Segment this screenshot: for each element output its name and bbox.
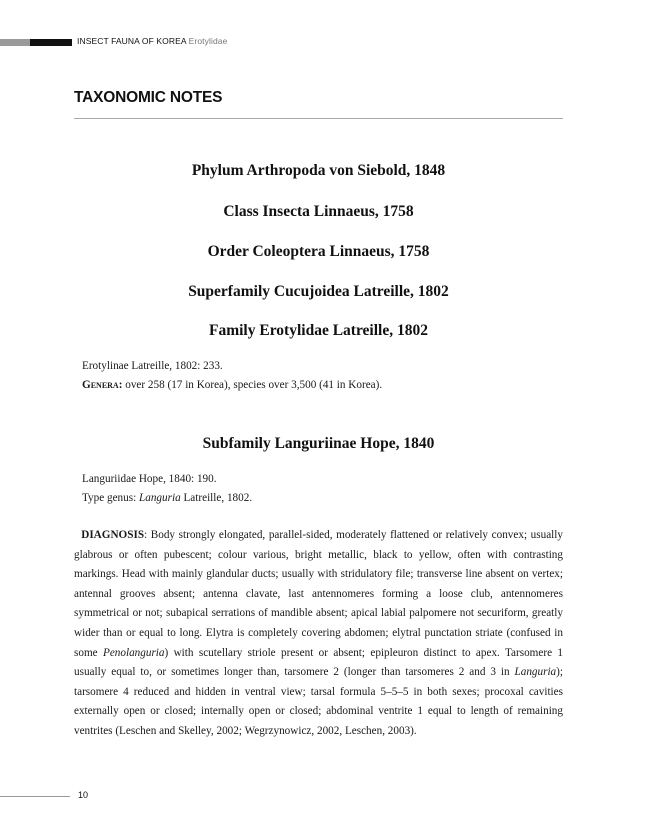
diagnosis-text-3: ); tarsomere 4 reduced and hidden in ventral view; tarsal formula 5–5–5 in both sexes; procoxal cavities externally open or closed; internally open or closed; abdominal ventrite 1 equal to length of remaining ventrites (Leschen and Skelley, 2002; Wegrzynowicz, 2002, Leschen, 2003). xyxy=(74,666,563,737)
taxon-family: Family Erotylidae Latreille, 1802 xyxy=(209,322,428,339)
diagnosis-label: DIAGNOSIS xyxy=(81,529,145,541)
subfamily-title: Subfamily Languriinae Hope, 1840 xyxy=(202,435,435,452)
diagnosis-paragraph xyxy=(74,526,563,742)
running-header xyxy=(77,36,227,46)
diagnosis-italic-2: Languria xyxy=(514,666,557,679)
taxon-superfamily: Superfamily Cucujoidea Latreille, 1802 xyxy=(188,283,449,300)
header-series: INSECT FAUNA OF KOREA xyxy=(77,36,187,46)
diagnosis-text-1: : Body strongly elongated, parallel-sided, moderately flattened or relatively convex; usually glabrous or often pubescent; colour various, bright metallic, black to yellow, often with contrasting markings. Head with mainly glandular ducts; usually with stridulatory file; transverse line absent on vertex; antennal grooves absent; antenna clavate, last antennomeres forming a loose club, antennomeres symmetrical or not; subapical serrations of mandible absent; apical labial palpomere not securiform, greatly wider than or equal to long. Elytra is completely covering abdomen; elytral punctation striate (confused in some xyxy=(74,529,563,659)
type-genus-name: Languria xyxy=(139,492,181,504)
taxon-order: Order Coleoptera Linnaeus, 1758 xyxy=(207,243,430,260)
footer-rule xyxy=(0,796,70,797)
header-bar-gray xyxy=(0,39,30,46)
diagnosis-italic-1: Penolanguria xyxy=(102,646,165,659)
genera-text: over 258 (17 in Korea), species over 3,500 (41 in Korea). xyxy=(122,379,383,391)
genera-label: Genera: xyxy=(82,379,123,391)
type-genus-line xyxy=(82,492,252,504)
taxon-phylum: Phylum Arthropoda von Siebold, 1848 xyxy=(191,162,446,179)
type-genus-suffix: Latreille, 1802. xyxy=(180,492,253,504)
header-family: Erotylidae xyxy=(188,36,228,46)
diagnosis-text-2: ) with scutellary striole present or absent; epipleuron distinct to apex. Tarsomere 1 usually equal to, or sometimes longer than, tarsomere 2 (longer than tarsomeres 2 and 3 in xyxy=(74,646,563,679)
page-number: 10 xyxy=(78,790,89,800)
subfamily-synonym: Languriidae Hope, 1840: 190. xyxy=(82,473,217,485)
taxon-class: Class Insecta Linnaeus, 1758 xyxy=(223,203,414,220)
section-title: TAXONOMIC NOTES xyxy=(74,89,223,106)
type-genus-prefix: Type genus: xyxy=(82,492,140,504)
family-synonym: Erotylinae Latreille, 1802: 233. xyxy=(82,360,223,372)
section-divider xyxy=(74,118,563,119)
genera-line xyxy=(82,379,382,391)
header-bar-black xyxy=(30,39,72,46)
